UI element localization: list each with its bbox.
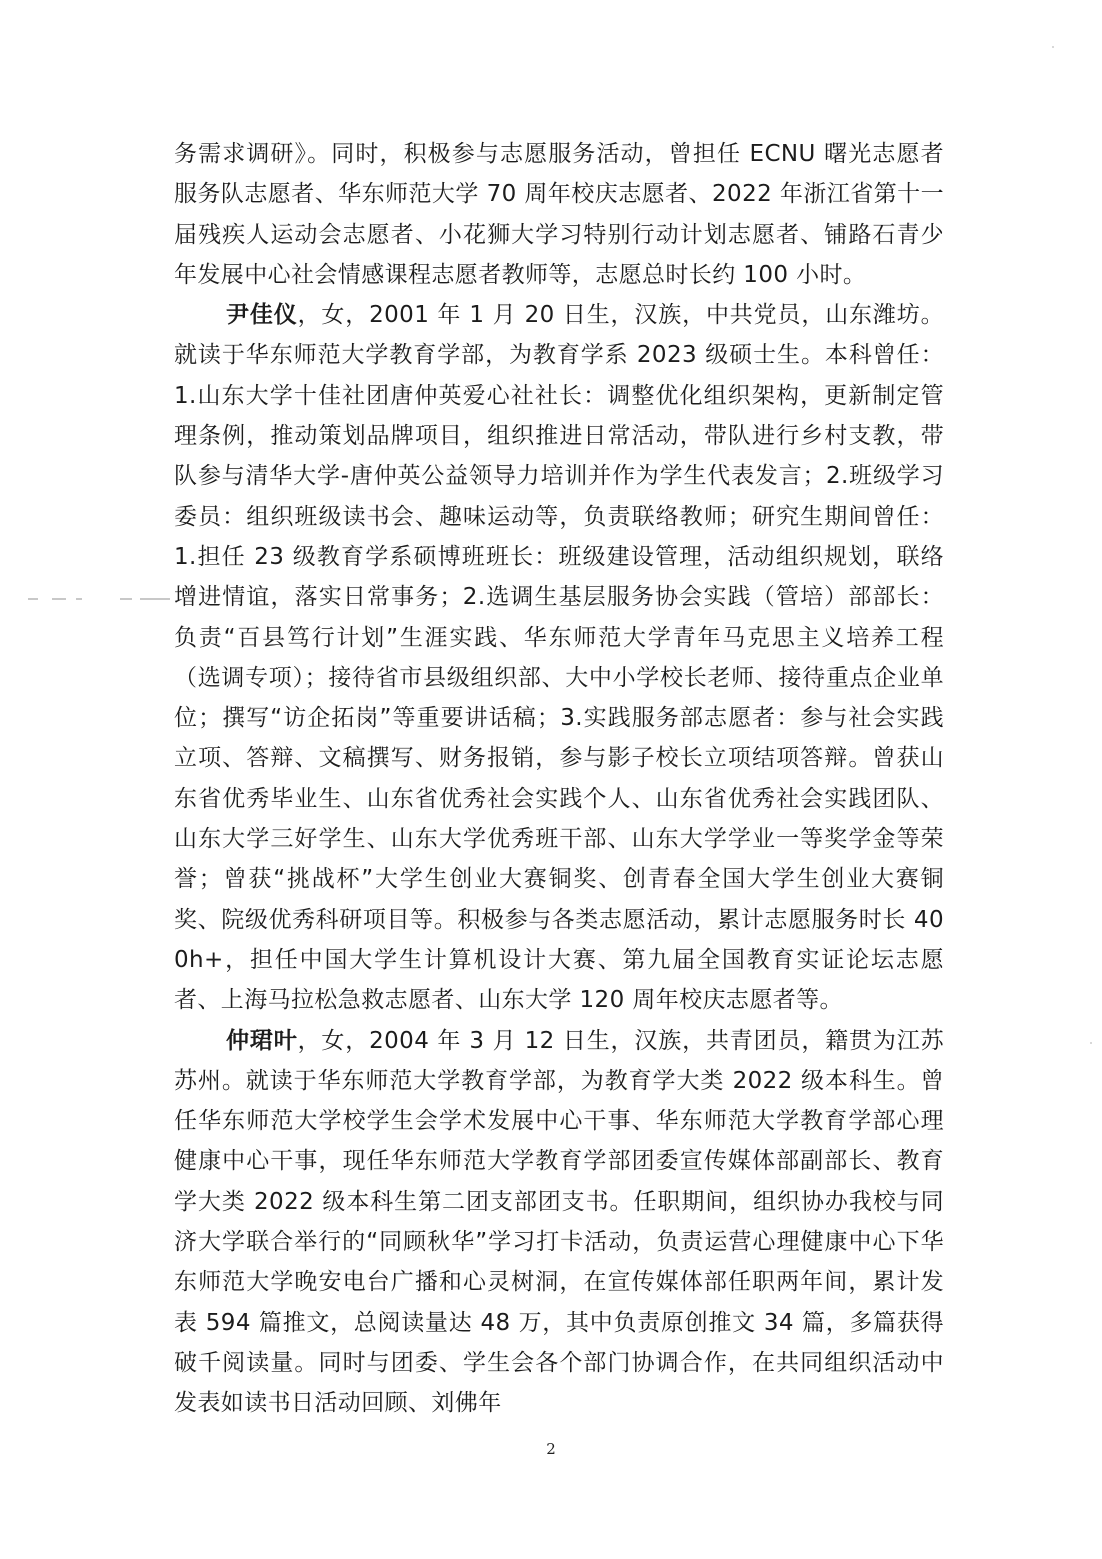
scan-speck (1052, 46, 1054, 48)
paragraph-yin-jiayi (174, 295, 944, 1020)
paragraph-continuation (174, 134, 944, 295)
body-text (174, 134, 944, 1424)
paragraph-zhong-junye (174, 1021, 944, 1424)
scan-artifact (52, 598, 66, 600)
scan-artifact (28, 598, 38, 600)
scan-artifact (140, 598, 170, 600)
person-name: 尹佳仪 (226, 302, 298, 329)
page-number: 2 (546, 1440, 556, 1458)
paragraph-text: ，女，2001 年 1 月 20 日生，汉族，中共党员，山东潍坊。就读于华东师范大学教育学部，为教育学系 2023 级硕士生。本科曾任：1.山东大学十佳社团唐仲英爱心社社长：调整优化组织架构，更新制定管理条例，推动策划品牌项目，组织推进日常活动，带队进行乡村支教，带队参与清华大学-唐仲英公益领导力培训并作为学生代表发言；2.班级学习委员：组织班级读书会、趣味运动等，负责联络教师；研究生期间曾任：1.担任 23 级教育学系硕博班班长：班级建设管理，活动组织规划，联络增进情谊，落实日常事务；2.选调生基层服务协会实践（管培）部部长：负责“百县笃行计划”生涯实践、华东师范大学青年马克思主义培养工程（选调专项）；接待省市县级组织部、大中小学校长老师、接待重点企业单位；撰写“访企拓岗”等重要讲话稿；3.实践服务部志愿者：参与社会实践立项、答辩、文稿撰写、财务报销，参与影子校长立项结项答辩。曾获山东省优秀毕业生、山东省优秀社会实践个人、山东省优秀社会实践团队、山东大学三好学生、山东大学优秀班干部、山东大学学业一等奖学金等荣誉；曾获“挑战杯”大学生创业大赛铜奖、创青春全国大学生创业大赛铜奖、院级优秀科研项目等。积极参与各类志愿活动，累计志愿服务时长 400h+，担任中国大学生计算机设计大赛、第九届全国教育实证论坛志愿者、上海马拉松急救志愿者、山东大学 120 周年校庆志愿者等。 (174, 302, 944, 1014)
scan-artifact (76, 598, 82, 600)
paragraph-text: ，女，2004 年 3 月 12 日生，汉族，共青团员，籍贯为江苏苏州。就读于华东师范大学教育学部，为教育学大类 2022 级本科生。曾任华东师范大学校学生会学术发展中心干事、华东师范大学教育学部心理健康中心干事，现任华东师范大学教育学部团委宣传媒体部副部长、教育学大类 2022 级本科生第二团支部团支书。任职期间，组织协办我校与同济大学联合举行的“同顾秋华”学习打卡活动，负责运营心理健康中心下华东师范大学晚安电台广播和心灵树洞，在宣传媒体部任职两年间，累计发表 594 篇推文，总阅读量达 48 万，其中负责原创推文 34 篇，多篇获得破千阅读量。同时与团委、学生会各个部门协调合作，在共同组织活动中发表如读书日活动回顾、刘佛年 (174, 1027, 944, 1417)
scan-speck (1090, 1042, 1092, 1044)
scan-artifact (120, 598, 132, 600)
paragraph-text: 务需求调研》。同时，积极参与志愿服务活动，曾担任 ECNU 曙光志愿者服务队志愿者、华东师范大学 70 周年校庆志愿者、2022 年浙江省第十一届残疾人运动会志愿者、小花狮大学习特别行动计划志愿者、铺路石青少年发展中心社会情感课程志愿者教师等，志愿总时长约 100 小时。 (174, 141, 944, 288)
person-name: 仲珺叶 (226, 1027, 298, 1054)
